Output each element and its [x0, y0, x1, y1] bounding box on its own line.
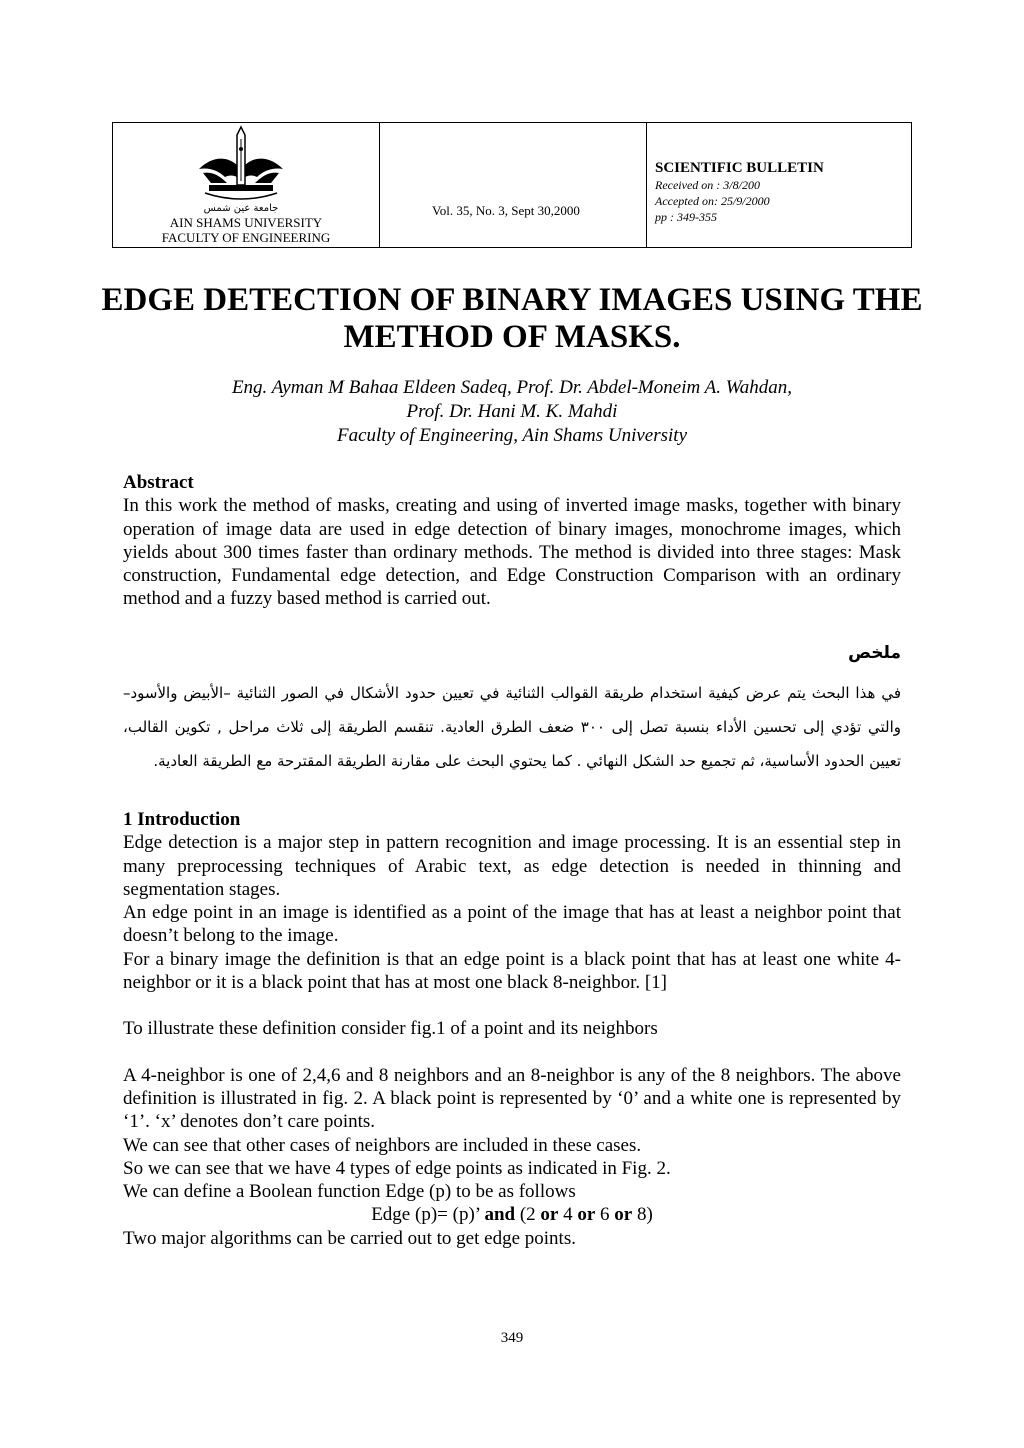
- intro-paragraph-6: We can see that other cases of neighbors are included in these cases.: [123, 1134, 642, 1156]
- bulletin-title: SCIENTIFIC BULLETIN: [655, 160, 824, 176]
- introduction-heading: 1 Introduction: [123, 809, 241, 830]
- abstract-text: In this work the method of masks, creating and using of inverted image masks, together with binary operation of image data are used in edge detection of binary images, monochrome images, which yields about 300 times faster than ordinary methods. The method is divided into three stages: Mask construction, Fundamental edge detection, and Edge Construction Comparison with an ordinary method and a fuzzy based method is carried out.: [123, 495, 901, 610]
- formula-6: 6: [600, 1204, 610, 1226]
- abstract-heading: Abstract: [123, 472, 194, 493]
- formula-or-2: or: [577, 1204, 596, 1226]
- volume-info: Vol. 35, No. 3, Sept 30,2000: [432, 203, 580, 218]
- page-number: 349: [500, 1330, 524, 1346]
- intro-paragraph-2: An edge point in an image is identified as a point of the image that has at least a neighbor point that doesn’t belong to the image.: [123, 902, 901, 947]
- intro-paragraph-7: So we can see that we have 4 types of edge points as indicated in Fig. 2.: [123, 1157, 671, 1179]
- intro-paragraph-5: A 4-neighbor is one of 2,4,6 and 8 neighbors and an 8-neighbor is any of the 8 neighbors. The above definition is illustrated in fig. 2. A black point is represented by ‘0’ and a white one is represented by ‘1’. ‘x’ denotes don’t care points.: [123, 1064, 901, 1133]
- volume-cell: [380, 123, 647, 247]
- bulletin-cell: [647, 123, 911, 247]
- intro-paragraph-1: Edge detection is a major step in pattern recognition and image processing. It is an essential step in many preprocessing techniques of Arabic text, as edge detection is needed in thinning and segmentation stages.: [123, 832, 901, 900]
- formula-8: 8): [636, 1204, 653, 1226]
- formula-2: (2: [519, 1204, 536, 1226]
- affiliation: Faculty of Engineering, Ain Shams University: [336, 425, 688, 446]
- intro-paragraph-3: For a binary image the definition is that an edge point is a black point that has at least one white 4-neighbor or it is a black point that has at most one black 8-neighbor. [1]: [123, 948, 901, 994]
- introduction-section: [123, 808, 901, 1250]
- authors-line-1: Eng. Ayman M Bahaa Eldeen Sadeq, Prof. Dr. Abdel-Moneim A. Wahdan,: [231, 377, 793, 398]
- header-table: [112, 122, 912, 248]
- arabic-abstract-text: في هذا البحث يتم عرض كيفية استخدام طريقة القوالب الثنائية في تعيين حدود الأشكال في الصور الثنائية –الأبيض والأسود– والتي تؤدي إلى تحسين الأداء بنسبة تصل إلى ٣٠٠ ضعف الطرق العادية. تنقسم الطريقة إلى ثلاث مراحل , تكوين القالب، تعيين الحدود الأساسية، ثم تجميع حد الشكل النهائي . كما يحتوي البحث على مقارنة الطريقة المقترحة مع الطريقة العادية.: [123, 684, 901, 770]
- logo-arabic-text: جامعة عين شمس: [203, 203, 279, 214]
- formula-or-3: or: [614, 1204, 633, 1226]
- edge-formula: [123, 1203, 901, 1226]
- paper-title: [0, 282, 1024, 356]
- arabic-abstract-heading: ملخص: [848, 643, 901, 663]
- authors-block: [0, 376, 1024, 448]
- abstract-section: [123, 471, 901, 611]
- formula-or-1: or: [540, 1204, 559, 1226]
- intro-paragraph-8: We can define a Boolean function Edge (p) to be as follows: [123, 1181, 576, 1203]
- intro-paragraph-9: Two major algorithms can be carried out to get edge points.: [123, 1227, 576, 1249]
- page-range: pp : 349-355: [655, 210, 717, 224]
- formula-prefix: Edge (p)= (p)’: [371, 1204, 480, 1226]
- accepted-date: Accepted on: 25/9/2000: [655, 194, 770, 208]
- formula-4: 4: [563, 1204, 573, 1226]
- university-logo-icon: [191, 125, 291, 215]
- intro-paragraph-4: To illustrate these definition consider fig.1 of a point and its neighbors: [123, 1018, 658, 1040]
- faculty-name: FACULTY OF ENGINEERING: [161, 230, 331, 245]
- received-date: Received on : 3/8/200: [655, 178, 760, 192]
- university-name: AIN SHAMS UNIVERSITY: [169, 215, 323, 230]
- title-line-1: EDGE DETECTION OF BINARY IMAGES USING THE: [101, 282, 923, 318]
- authors-line-2: Prof. Dr. Hani M. K. Mahdi: [406, 401, 618, 422]
- title-line-2: METHOD OF MASKS.: [343, 319, 681, 355]
- formula-and: and: [484, 1204, 516, 1226]
- university-cell: [113, 123, 380, 247]
